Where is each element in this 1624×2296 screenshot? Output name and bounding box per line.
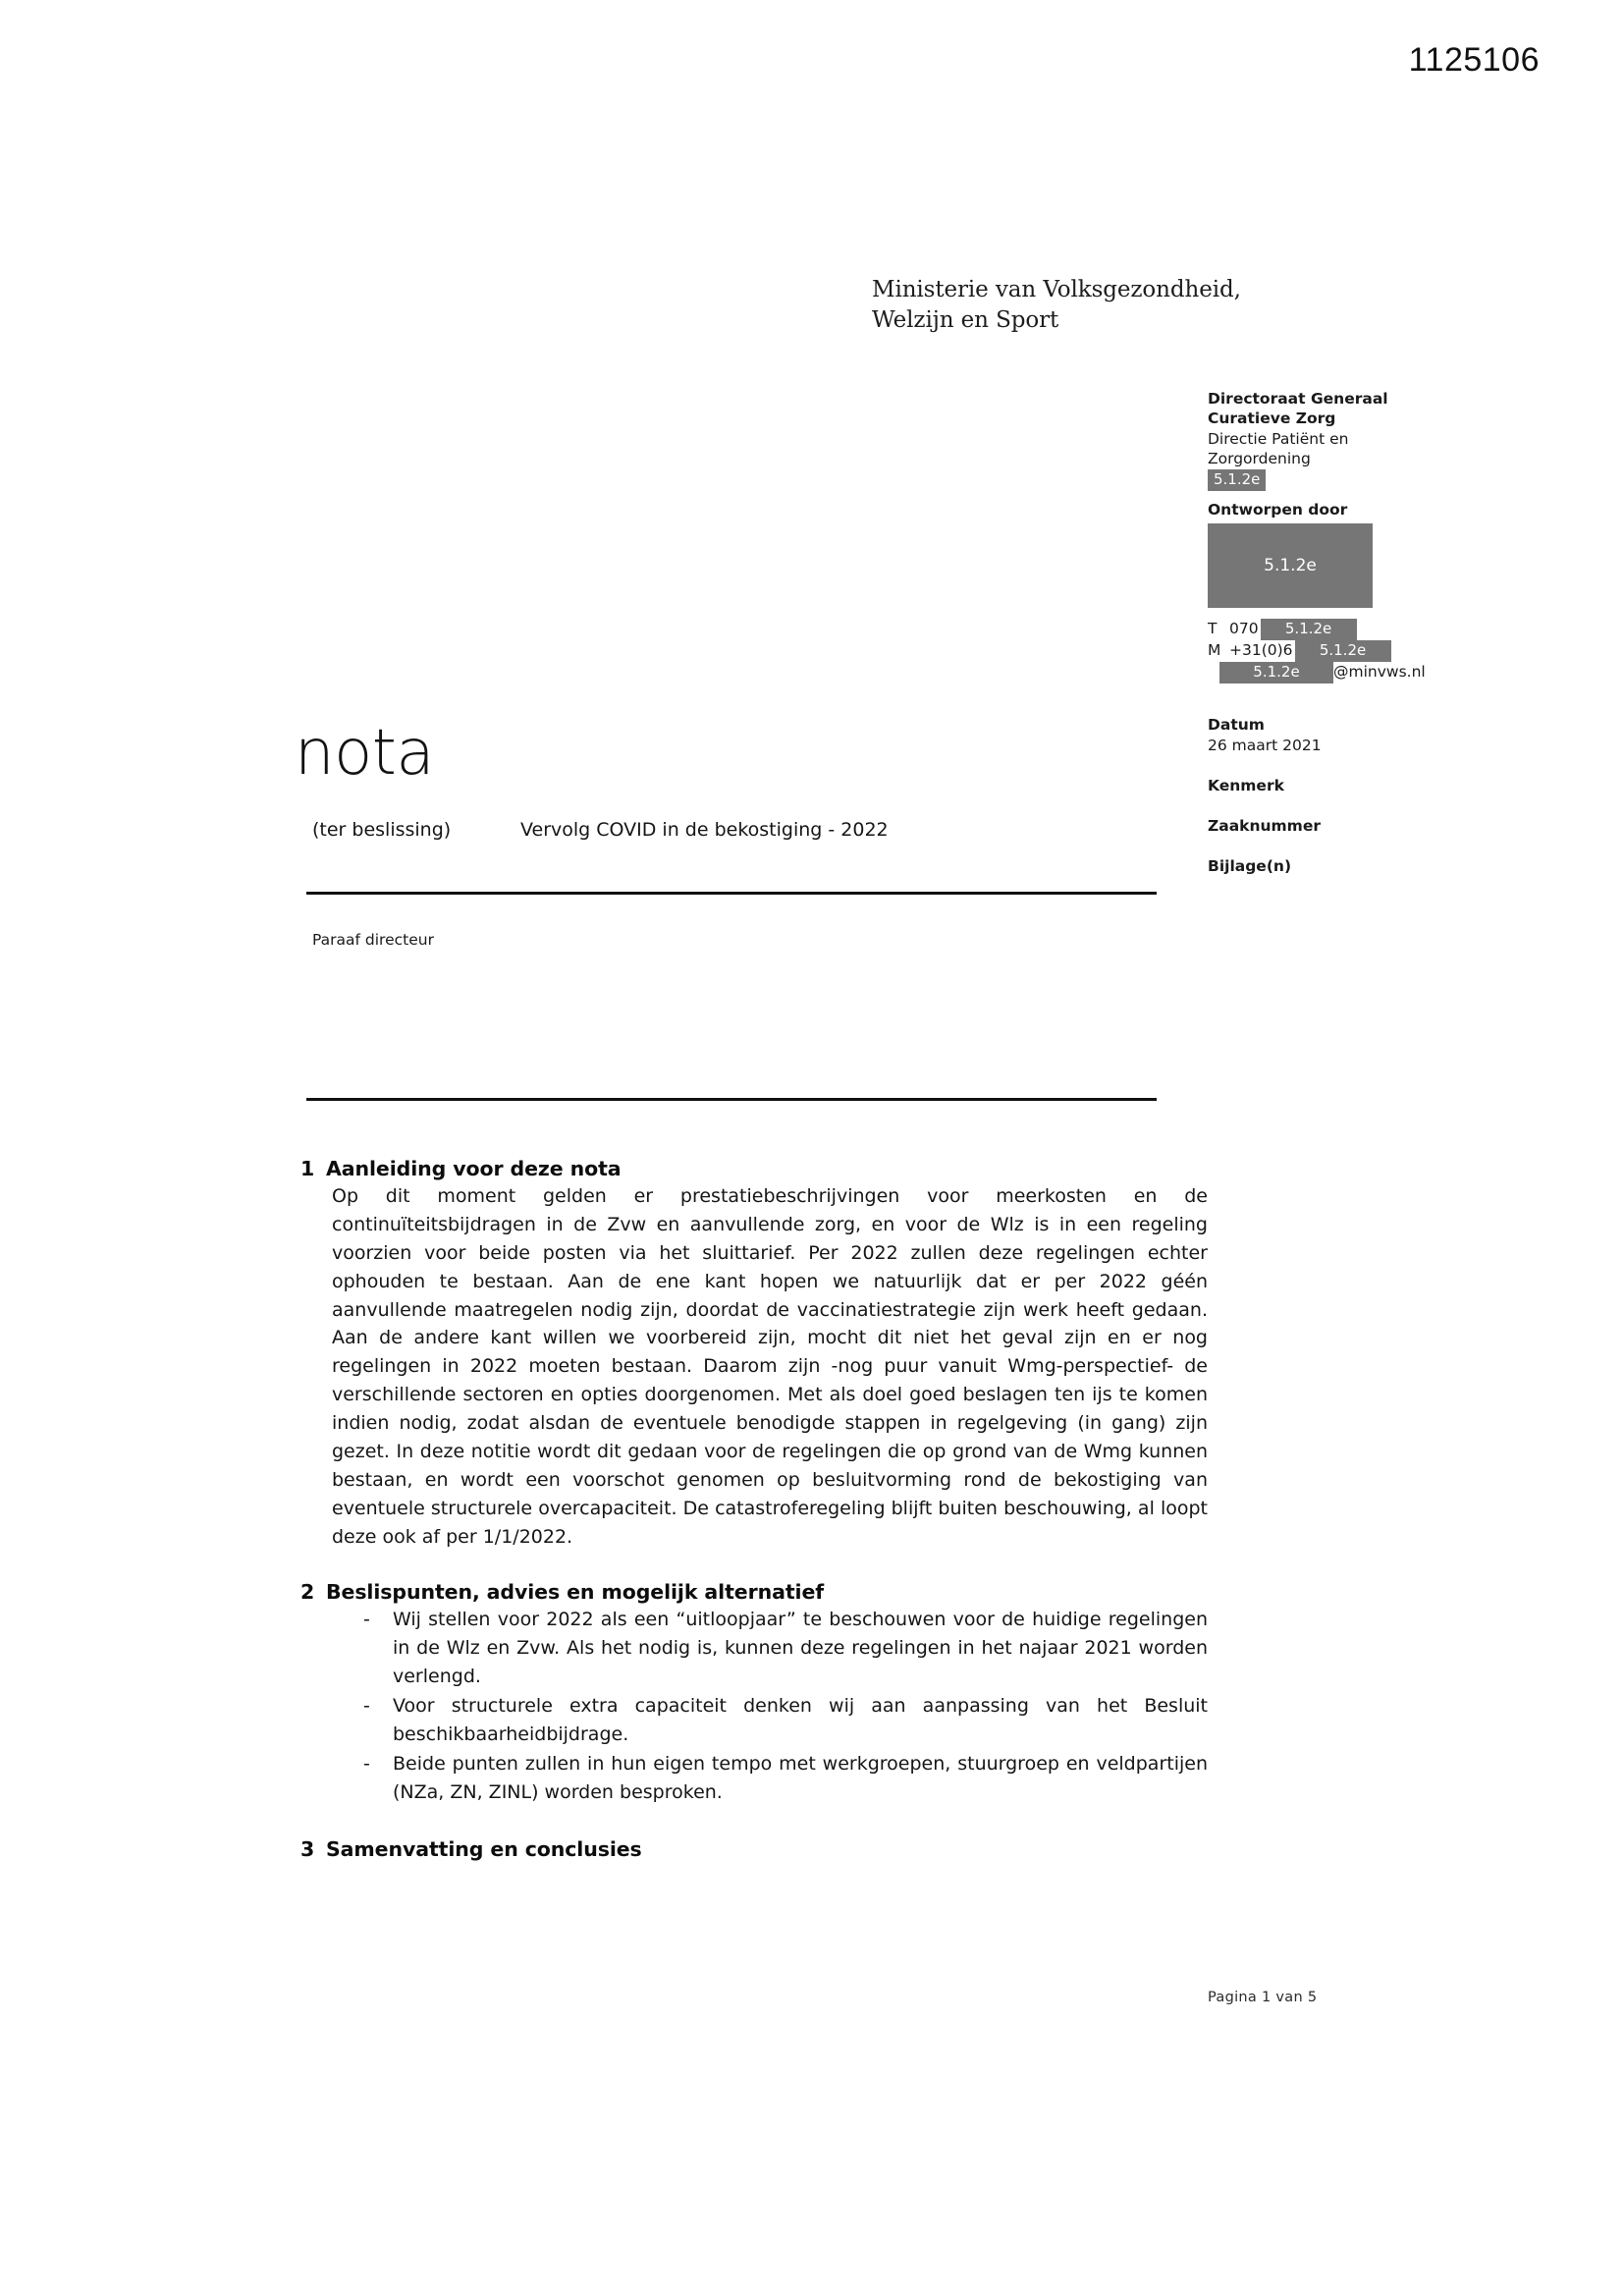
document-subject: Vervolg COVID in de bekostiging - 2022 <box>520 819 889 841</box>
divider-top <box>306 892 1157 895</box>
email-domain: @minvws.nl <box>1333 662 1426 681</box>
directorate-line-2: Curatieve Zorg <box>1208 410 1336 428</box>
letterhead-meta-column <box>1208 389 1463 683</box>
date-label: Datum <box>1208 716 1265 734</box>
mobile-label: M <box>1208 640 1221 659</box>
ministry-line-1: Ministerie van Volksgezondheid, <box>872 277 1241 302</box>
list-item: - Wij stellen voor 2022 als een “uitloopjaar” te beschouwen voor de huidige regelingen in de Wlz en Zvw. Als het nodig is, kunnen deze regelingen in het najaar 2021 worden verlengd. <box>357 1606 1208 1691</box>
section-3 <box>300 1837 1208 1861</box>
mobile-row <box>1208 639 1463 661</box>
redaction-phone: 5.1.2e <box>1261 619 1357 641</box>
mobile-prefix: +31(0)6 <box>1229 640 1293 659</box>
document-kind: (ter beslissing) <box>312 819 452 841</box>
ministry-logotype <box>872 275 1241 336</box>
date-field <box>1208 715 1483 756</box>
email-row <box>1208 661 1463 683</box>
reference-label: Kenmerk <box>1208 776 1284 794</box>
section-2-heading <box>300 1580 1208 1604</box>
redaction-email: 5.1.2e <box>1219 662 1333 684</box>
section-2-number: 2 <box>300 1580 315 1605</box>
redaction-mobile: 5.1.2e <box>1295 640 1391 663</box>
section-3-title: Samenvatting en conclusies <box>326 1836 642 1861</box>
contact-details <box>1208 618 1463 683</box>
division-line-1: Directie Patiënt en <box>1208 429 1349 448</box>
phone-prefix: 070 <box>1229 619 1259 637</box>
attachment-label: Bijlage(n) <box>1208 856 1292 875</box>
section-2-bullet-list <box>357 1606 1208 1806</box>
date-value: 26 maart 2021 <box>1208 736 1322 754</box>
title-subline <box>312 819 1117 841</box>
designed-by-label: Ontworpen door <box>1208 501 1348 519</box>
list-item: - Voor structurele extra capaciteit denken wij aan aanpassing van het Besluit beschikbaarheidbijdrage. <box>357 1692 1208 1749</box>
attachment-field <box>1208 856 1483 877</box>
section-3-number: 3 <box>300 1836 315 1861</box>
initials-label: Paraaf directeur <box>312 931 434 949</box>
document-meta-fields <box>1208 715 1483 897</box>
section-1-number: 1 <box>300 1157 315 1180</box>
section-1 <box>300 1157 1208 1551</box>
list-item: - Beide punten zullen in hun eigen tempo met werkgroepen, stuurgroep en veldpartijen (NZa, ZN, ZINL) worden besproken. <box>357 1750 1208 1807</box>
directorate-block <box>1208 389 1463 491</box>
directorate-line-1: Directoraat Generaal <box>1208 390 1388 408</box>
case-number-label: Zaaknummer <box>1208 816 1321 835</box>
redaction-division: 5.1.2e <box>1208 469 1266 492</box>
document-body <box>300 1157 1208 1863</box>
division-line-2: Zorgordening <box>1208 450 1311 468</box>
designed-by-block <box>1208 500 1463 607</box>
page-title: nota <box>295 717 435 790</box>
ministry-line-2: Welzijn en Sport <box>872 307 1059 334</box>
case-number-field <box>1208 816 1483 837</box>
section-2-title: Beslispunten, advies en mogelijk alternatief <box>326 1580 825 1605</box>
reference-field <box>1208 776 1483 796</box>
divider-bottom <box>306 1098 1157 1101</box>
phone-row <box>1208 618 1463 639</box>
redaction-designed-by-label: 5.1.2e <box>1264 555 1317 575</box>
page-number-footer: Pagina 1 van 5 <box>1208 1990 1318 2005</box>
phone-label: T <box>1208 619 1218 637</box>
redaction-designed-by <box>1208 523 1373 608</box>
section-1-title: Aanleiding voor deze nota <box>326 1157 622 1180</box>
section-1-heading <box>300 1157 1208 1180</box>
section-1-paragraph: Op dit moment gelden er prestatiebeschrijvingen voor meerkosten en de continuïteitsbijdragen in de Zvw en aanvullende zorg, en voor de Wlz is in een regeling voorzien voor beide posten via het sluittarief. Per 2022 zullen deze regelingen echter ophouden te bestaan. Aan de ene kant hopen we natuurlijk dat er per 2022 géén aanvullende maatregelen nodig zijn, doordat de vaccinatiestrategie zijn werk heeft gedaan. Aan de andere kant willen we voorbereid zijn, mocht dit niet het geval zijn en er nog regelingen in 2022 moeten bestaan. Daarom zijn -nog puur vanuit Wmg-perspectief- de verschillende sectoren en opties doorgenomen. Met als doel goed beslagen ten ijs te komen indien nodig, zodat alsdan de eventuele benodigde stappen in regelgeving (in gang) zijn gezet. In deze notitie wordt dit gedaan voor de regelingen die op grond van de Wmg kunnen bestaan, en wordt een voorschot genomen op besluitvorming rond de bekostiging van eventuele structurele overcapaciteit. De catastroferegeling blijft buiten beschouwing, al loopt deze ook af per 1/1/2022. <box>332 1185 1208 1548</box>
section-2 <box>300 1580 1208 1806</box>
section-3-heading <box>300 1837 1208 1861</box>
scan-id: 1125106 <box>1408 41 1540 79</box>
